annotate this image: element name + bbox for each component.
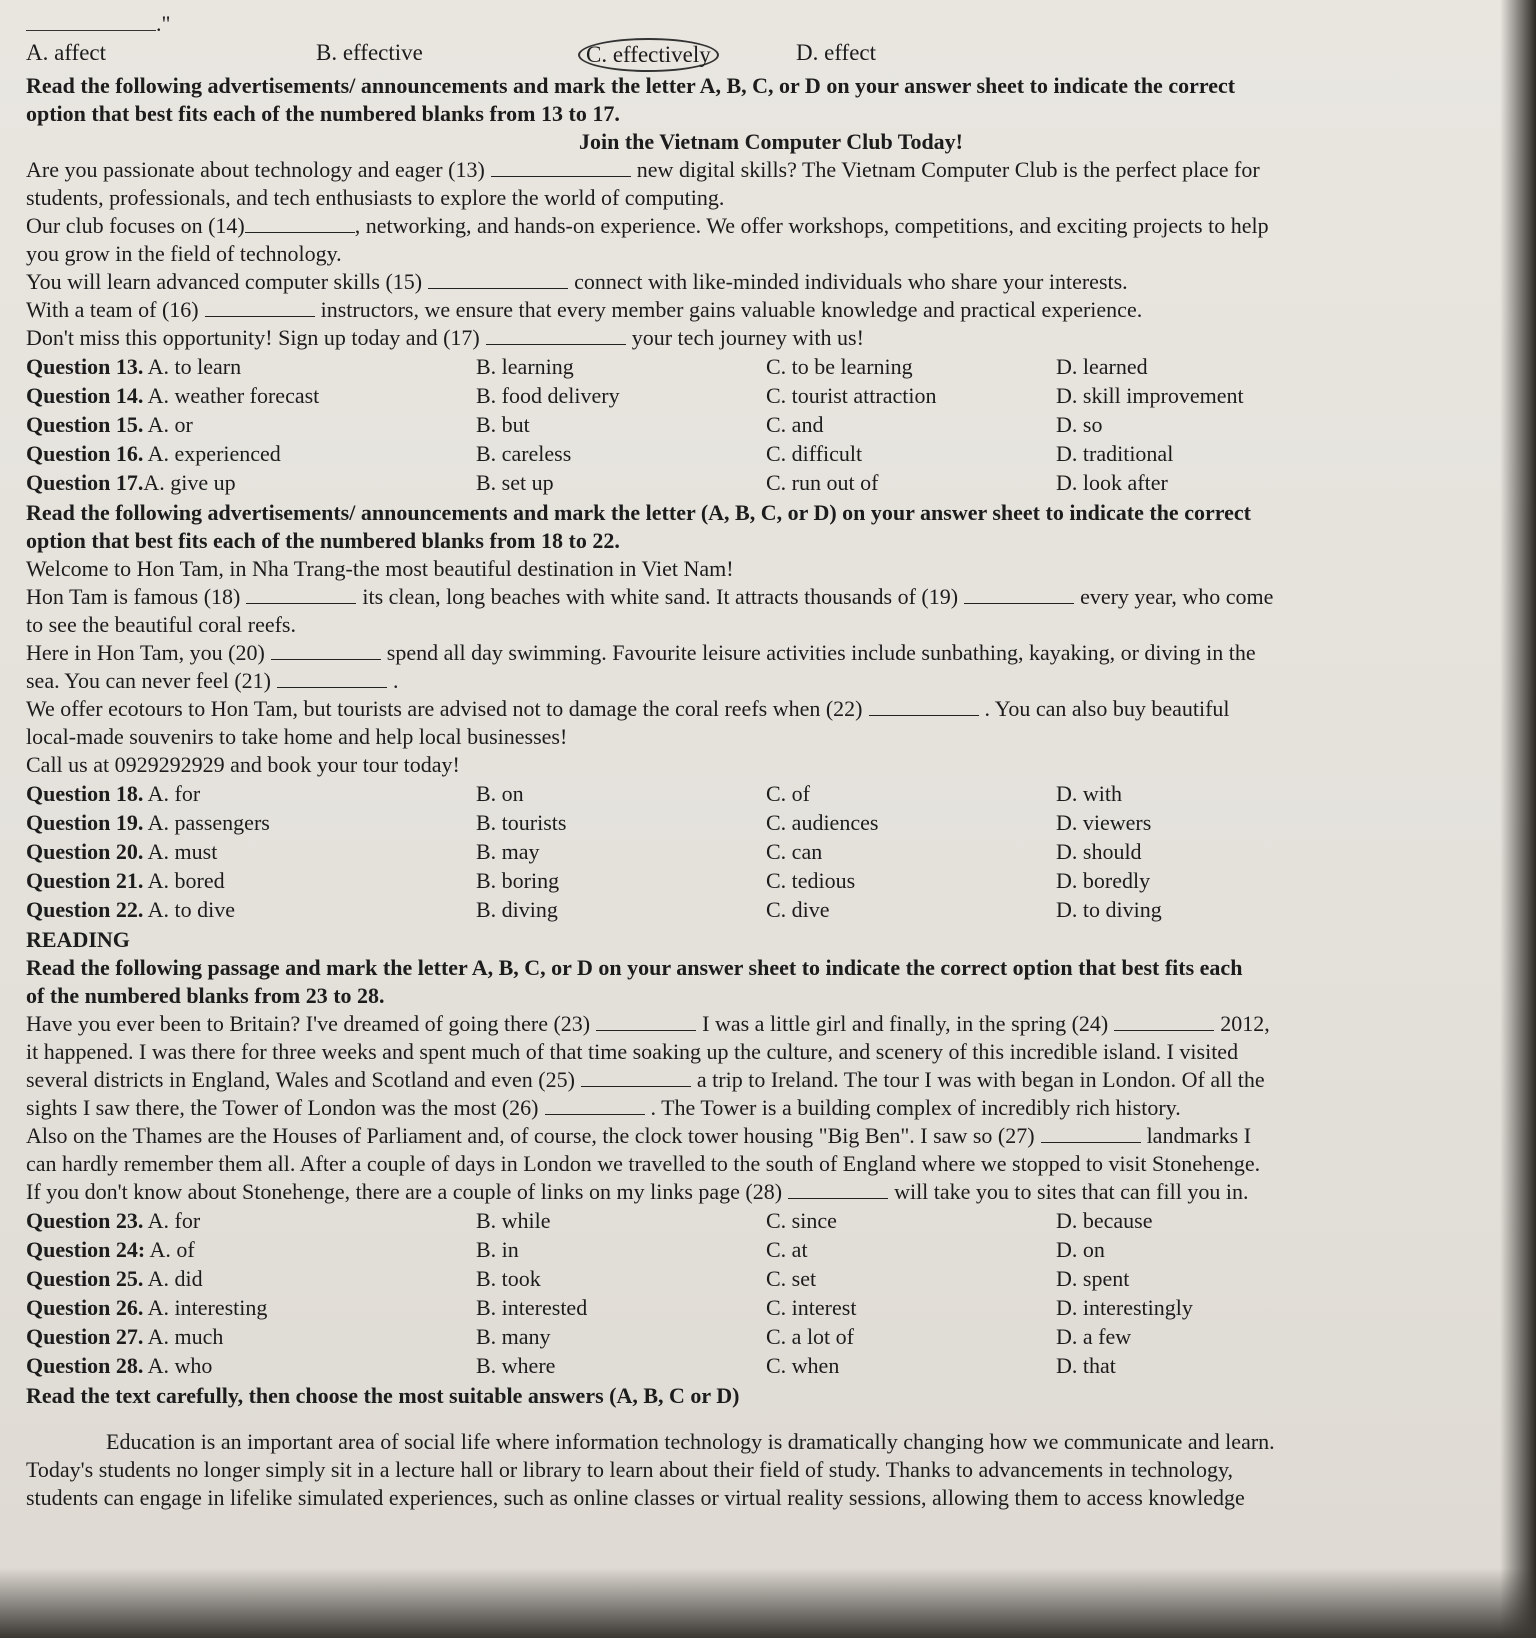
text-line [26, 695, 1516, 723]
section-18-22 [26, 499, 1516, 924]
instruction-line: Read the text carefully, then choose the most suitable answers (A, B, C or D) [26, 1383, 740, 1408]
option-c: C. dive [766, 897, 830, 922]
option-a: A. or [143, 412, 193, 437]
question-label [26, 895, 476, 924]
question-label [26, 468, 476, 497]
option-a: A. to learn [143, 354, 242, 379]
option-d: D. skill improvement [1056, 383, 1244, 408]
question-label [26, 808, 476, 837]
option-b: B. many [476, 1324, 551, 1349]
question-label [26, 381, 476, 410]
answer-blank [491, 160, 631, 177]
answer-blank [246, 587, 356, 604]
answer-blank [1114, 1014, 1214, 1031]
question-options-13-17 [26, 352, 1516, 497]
option-a: A. bored [143, 868, 225, 893]
text: spend all day swimming. Favourite leisure activities include sunbathing, kayaking, or diving in the [386, 640, 1256, 665]
option-c: C. tedious [766, 868, 856, 893]
question-label [26, 837, 476, 866]
text: . The Tower is a building complex of incredibly rich history. [650, 1095, 1181, 1120]
question-label [26, 352, 476, 381]
option-a: A. much [143, 1324, 224, 1349]
answer-blank [545, 1098, 645, 1115]
question-label [26, 1322, 476, 1351]
text: Also on the Thames are the Houses of Parliament and, of course, the clock tower housing "Big Ben". I saw so (27) [26, 1123, 1035, 1148]
text: You will learn advanced computer skills (15) [26, 269, 423, 294]
option-b: B. but [476, 412, 530, 437]
option-a: A. did [143, 1266, 203, 1291]
text-line: it happened. I was there for three weeks and spent much of that time soaking up the culture, and scenery of this incredible island. I visited [26, 1039, 1239, 1064]
option-d: D. learned [1056, 354, 1148, 379]
text: Here in Hon Tam, you (20) [26, 640, 265, 665]
top-options [26, 38, 1516, 72]
section-13-17 [26, 72, 1516, 497]
option-d: D. to diving [1056, 897, 1162, 922]
option-a: A. to dive [143, 897, 236, 922]
text: sea. You can never feel (21) [26, 668, 271, 693]
option-b: B. where [476, 1353, 556, 1378]
option-d: D. that [1056, 1353, 1116, 1378]
option-c-circled [586, 38, 796, 72]
instruction-line: option that best fits each of the numbered blanks from 18 to 22. [26, 528, 620, 553]
option-d: D. because [1056, 1208, 1153, 1233]
option-c: C. can [766, 839, 823, 864]
option-a: A. who [143, 1353, 213, 1378]
question-options-23-28 [26, 1206, 1516, 1380]
question-label [26, 1206, 476, 1235]
question-label [26, 1264, 476, 1293]
answer-blank [428, 272, 568, 289]
text-line [26, 268, 1516, 296]
text-line [26, 156, 1516, 184]
text-line: local-made souvenirs to take home and help local businesses! [26, 724, 568, 749]
text-line [26, 667, 1516, 695]
option-b: B. learning [476, 354, 574, 379]
text: Have you ever been to Britain? I've dreamed of going there (23) [26, 1011, 591, 1036]
question-number: Question 18. [26, 781, 144, 806]
option-d: D. with [1056, 781, 1122, 806]
question-number: Question 24: [26, 1237, 146, 1262]
answer-blank [788, 1182, 888, 1199]
option-d: D. look after [1056, 470, 1168, 495]
text: instructors, we ensure that every member gains valuable knowledge and practical experience. [320, 297, 1143, 322]
question-label [26, 1351, 476, 1380]
option-c: C. since [766, 1208, 837, 1233]
text-line: Today's students no longer simply sit in a lecture hall or library to learn about their field of study. Thanks to advancements in technology, [26, 1457, 1234, 1482]
text: If you don't know about Stonehenge, there are a couple of links on my links page (28) [26, 1179, 783, 1204]
text-line: Welcome to Hon Tam, in Nha Trang-the most beautiful destination in Viet Nam! [26, 556, 734, 581]
option-b: B. food delivery [476, 383, 620, 408]
text: new digital skills? The Vietnam Computer Club is the perfect place for [636, 157, 1260, 182]
option-b: B. while [476, 1208, 551, 1233]
option-a: A. must [143, 839, 218, 864]
question-number: Question 20. [26, 839, 144, 864]
text-line: students, professionals, and tech enthusiasts to explore the world of computing. [26, 185, 725, 210]
quote-tail: ." [156, 11, 171, 36]
option-d: D. traditional [1056, 441, 1174, 466]
text: a trip to Ireland. The tour I was with began in London. Of all the [696, 1067, 1265, 1092]
text-line: you grow in the field of technology. [26, 241, 342, 266]
answer-blank [271, 643, 381, 660]
text: 2012, [1220, 1011, 1270, 1036]
question-label [26, 779, 476, 808]
question-number: Question 15. [26, 412, 144, 437]
circled-answer: C. effectively [578, 38, 719, 72]
option-b: B. may [476, 839, 540, 864]
text: landmarks I [1146, 1123, 1252, 1148]
text: Our club focuses on (14) [26, 213, 245, 238]
question-number: Question 21. [26, 868, 144, 893]
text: every year, who come [1080, 584, 1274, 609]
instruction-line: Read the following passage and mark the letter A, B, C, or D on your answer sheet to indicate the correct option that best fits each [26, 955, 1243, 980]
ad-title: Join the Vietnam Computer Club Today! [578, 129, 964, 154]
text-line: can hardly remember them all. After a couple of days in London we travelled to the south of England where we stopped to visit Stonehenge. [26, 1151, 1261, 1176]
section-heading: READING [26, 927, 130, 952]
text-line [26, 1010, 1516, 1038]
question-number: Question 23. [26, 1208, 144, 1233]
question-number: Question 25. [26, 1266, 144, 1291]
text-line [26, 639, 1516, 667]
option-b: B. tourists [476, 810, 567, 835]
answer-blank [486, 328, 626, 345]
text: Don't miss this opportunity! Sign up today and (17) [26, 325, 480, 350]
text: . You can also buy beautiful [984, 696, 1230, 721]
option-b: B. set up [476, 470, 554, 495]
question-options-18-22 [26, 779, 1516, 924]
question-label [26, 1293, 476, 1322]
option-d: D. effect [796, 40, 877, 65]
text: your tech journey with us! [631, 325, 864, 350]
option-a: A. for [143, 1208, 201, 1233]
option-a: A. weather forecast [143, 383, 320, 408]
option-c: C. to be learning [766, 354, 913, 379]
answer-blank [26, 16, 156, 31]
option-c: C. set [766, 1266, 817, 1291]
text: We offer ecotours to Hon Tam, but tourists are advised not to damage the coral reefs when (22) [26, 696, 863, 721]
option-d: D. boredly [1056, 868, 1151, 893]
text: connect with like-minded individuals who share your interests. [574, 269, 1128, 294]
option-d: D. spent [1056, 1266, 1130, 1291]
question-number: Question 17. [26, 470, 144, 495]
option-c: C. at [766, 1237, 808, 1262]
instruction-line: Read the following advertisements/ announcements and mark the letter A, B, C, or D on your answer sheet to indicate the correct [26, 73, 1236, 98]
option-b: B. diving [476, 897, 558, 922]
option-a: A. experienced [143, 441, 281, 466]
text-line: Education is an important area of social life where information technology is dramatically changing how we communicate and learn. [106, 1429, 1275, 1454]
question-number: Question 28. [26, 1353, 144, 1378]
text-line [26, 583, 1516, 611]
question-number: Question 27. [26, 1324, 144, 1349]
option-b: B. in [476, 1237, 519, 1262]
section-reading-comprehension [26, 1382, 1516, 1512]
option-b: B. boring [476, 868, 560, 893]
text-line [26, 1066, 1516, 1094]
answer-blank [277, 671, 387, 688]
option-c: C. interest [766, 1295, 857, 1320]
question-number: Question 16. [26, 441, 144, 466]
option-c: C. when [766, 1353, 840, 1378]
option-d: D. should [1056, 839, 1142, 864]
option-c: C. a lot of [766, 1324, 854, 1349]
text: , networking, and hands-on experience. We offer workshops, competitions, and exciting projects to help [354, 213, 1269, 238]
instruction-line: Read the following advertisements/ announcements and mark the letter (A, B, C, or D) on your answer sheet to indicate the correct [26, 500, 1251, 525]
answer-blank [964, 587, 1074, 604]
option-c: C. audiences [766, 810, 879, 835]
answer-blank [581, 1070, 691, 1087]
option-d: D. so [1056, 412, 1103, 437]
text: Are you passionate about technology and eager (13) [26, 157, 485, 182]
section-reading-23-28 [26, 926, 1516, 1380]
option-c: C. run out of [766, 470, 879, 495]
question-label [26, 410, 476, 439]
option-b: B. careless [476, 441, 572, 466]
top-quote-fragment [26, 10, 1516, 38]
question-number: Question 26. [26, 1295, 144, 1320]
option-c: C. and [766, 412, 824, 437]
question-label [26, 1235, 476, 1264]
option-b: B. effective [316, 40, 423, 65]
option-a: A. affect [26, 40, 107, 65]
text: its clean, long beaches with white sand. It attracts thousands of (19) [362, 584, 959, 609]
text-line: Call us at 0929292929 and book your tour today! [26, 752, 460, 777]
option-c: C. of [766, 781, 810, 806]
option-d: D. viewers [1056, 810, 1152, 835]
option-d: D. a few [1056, 1324, 1132, 1349]
text-line [26, 324, 1516, 352]
text: Hon Tam is famous (18) [26, 584, 241, 609]
text: . [392, 668, 399, 693]
option-a: A. give up [143, 470, 236, 495]
option-b: B. took [476, 1266, 541, 1291]
answer-blank [869, 699, 979, 716]
text-line [26, 296, 1516, 324]
text: sights I saw there, the Tower of London was the most (26) [26, 1095, 539, 1120]
text-line: students can engage in lifelike simulated experiences, such as online classes or virtual reality sessions, allowing them to access knowledge [26, 1485, 1245, 1510]
option-b: B. on [476, 781, 524, 806]
option-a: A. of [145, 1237, 195, 1262]
option-a: A. passengers [143, 810, 270, 835]
text-line [26, 212, 1516, 240]
answer-blank [205, 300, 315, 317]
question-label [26, 439, 476, 468]
option-a: A. for [143, 781, 201, 806]
option-d: D. interestingly [1056, 1295, 1193, 1320]
option-c: C. difficult [766, 441, 863, 466]
answer-blank [596, 1014, 696, 1031]
option-d: D. on [1056, 1237, 1105, 1262]
answer-blank [245, 216, 355, 233]
question-number: Question 22. [26, 897, 144, 922]
text: several districts in England, Wales and Scotland and even (25) [26, 1067, 575, 1092]
text-line [26, 1094, 1516, 1122]
text-line [26, 1122, 1516, 1150]
instruction-line: of the numbered blanks from 23 to 28. [26, 983, 385, 1008]
question-number: Question 19. [26, 810, 144, 835]
option-a: A. interesting [143, 1295, 268, 1320]
text: will take you to sites that can fill you in. [894, 1179, 1249, 1204]
text: I was a little girl and finally, in the spring (24) [702, 1011, 1109, 1036]
option-c: C. tourist attraction [766, 383, 937, 408]
option-b: B. interested [476, 1295, 588, 1320]
text: With a team of (16) [26, 297, 199, 322]
question-label [26, 866, 476, 895]
question-number: Question 13. [26, 354, 144, 379]
question-number: Question 14. [26, 383, 144, 408]
answer-blank [1041, 1126, 1141, 1143]
instruction-line: option that best fits each of the numbered blanks from 13 to 17. [26, 101, 620, 126]
text-line [26, 1178, 1516, 1206]
text-line: to see the beautiful coral reefs. [26, 612, 296, 637]
